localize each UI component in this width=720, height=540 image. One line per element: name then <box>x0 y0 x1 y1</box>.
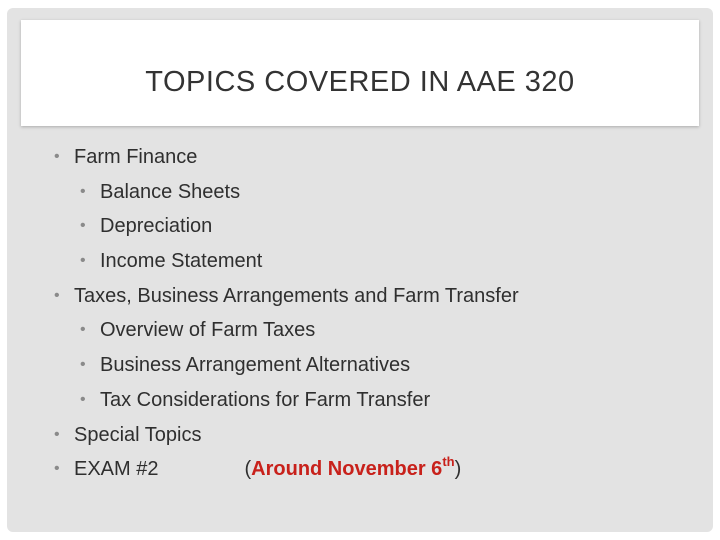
exam-date <box>251 456 454 482</box>
list-item <box>54 144 519 179</box>
exam-close-paren: ) <box>454 458 462 481</box>
topic-text: Income Statement <box>100 250 263 273</box>
topic-text: Farm Finance <box>74 146 198 168</box>
exam-date-text: Around November 6 <box>251 458 443 481</box>
topic-text: Overview of Farm Taxes <box>100 319 316 342</box>
slide <box>7 8 713 532</box>
list-item <box>54 352 519 387</box>
bullet-icon: • <box>80 321 86 339</box>
topic-text: Tax Considerations for Farm Transfer <box>100 388 431 411</box>
exam-date-suffix: th <box>442 454 455 470</box>
list-item <box>54 248 519 283</box>
topic-text: Depreciation <box>100 215 213 238</box>
list-item <box>54 213 519 248</box>
bullet-icon: • <box>80 182 86 200</box>
list-item <box>54 387 519 422</box>
bullet-icon: • <box>80 356 86 374</box>
list-item <box>54 283 519 318</box>
list-item <box>54 317 519 352</box>
list-item <box>54 179 519 214</box>
bullet-icon: • <box>54 148 60 165</box>
exam-label: EXAM #2 <box>74 458 159 481</box>
topic-text: Special Topics <box>74 423 202 446</box>
bullet-icon: • <box>80 217 86 235</box>
topic-text: Balance Sheets <box>100 180 241 203</box>
bullet-icon: • <box>54 460 60 478</box>
topic-list <box>54 144 519 491</box>
bullet-icon: • <box>80 252 86 270</box>
exam-open-paren: ( <box>244 458 252 481</box>
bullet-icon: • <box>54 425 60 443</box>
list-item <box>54 422 519 457</box>
title-box <box>21 20 699 126</box>
topic-text: Business Arrangement Alternatives <box>100 354 411 377</box>
topic-text: Taxes, Business Arrangements and Farm Transfer <box>74 284 519 307</box>
bullet-icon: • <box>54 286 60 304</box>
exam-item <box>54 456 519 491</box>
bullet-icon: • <box>80 390 86 408</box>
slide-title: TOPICS COVERED IN AAE 320 <box>145 66 575 98</box>
